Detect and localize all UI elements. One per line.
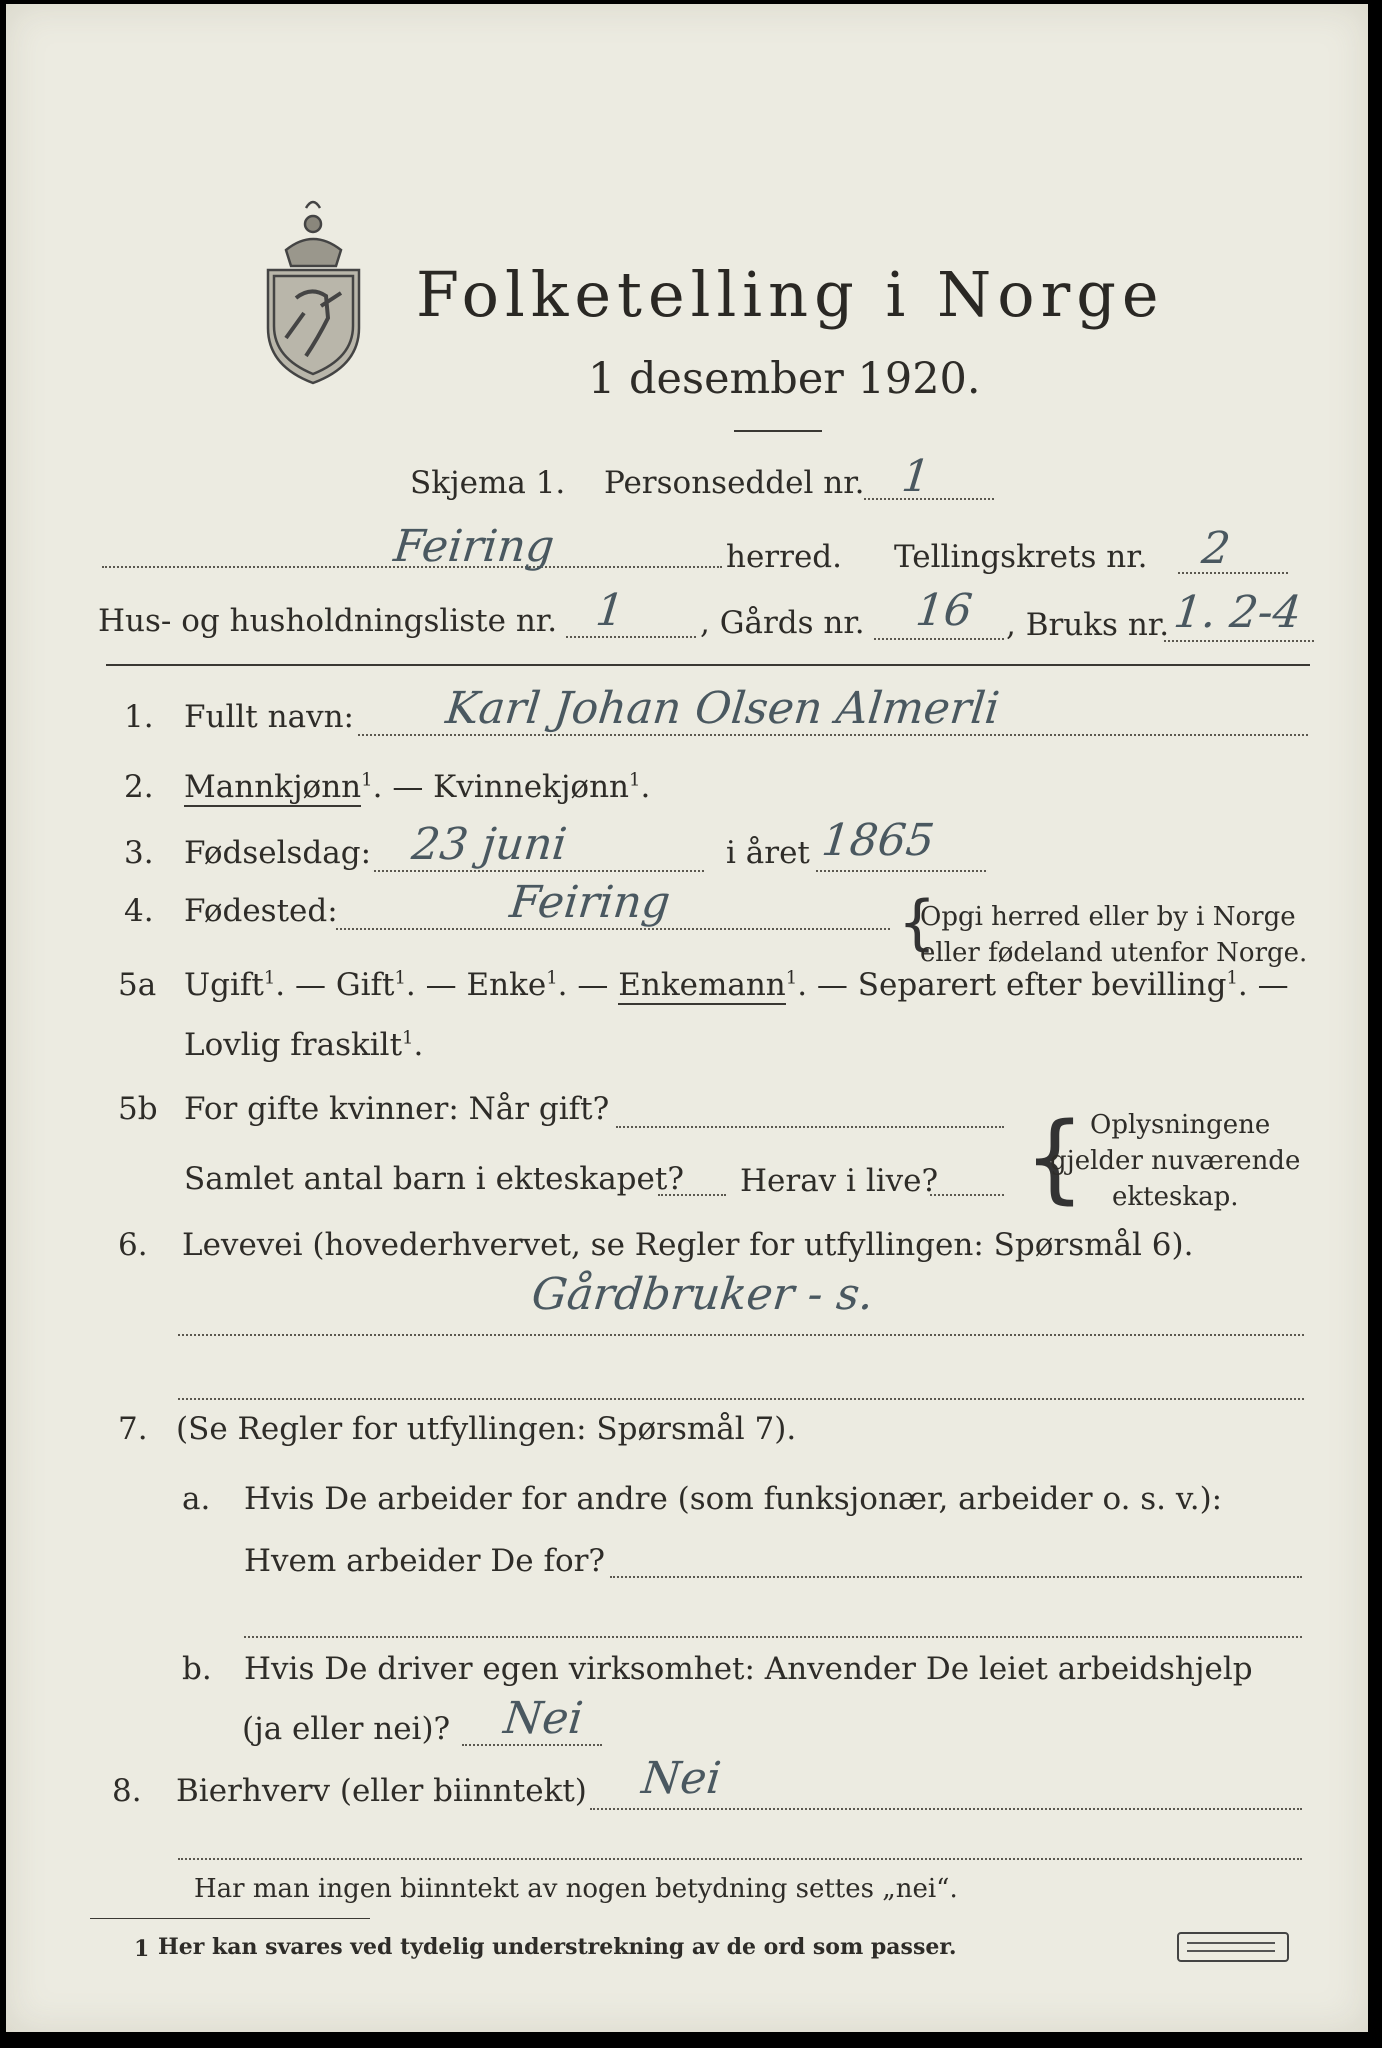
footer-divider (90, 1918, 370, 1919)
form-title: Folketelling i Norge (416, 258, 1165, 331)
q3-number: 3. (124, 835, 154, 871)
q5b-note-3: ekteskap. (1112, 1182, 1239, 1212)
q8-label: Bierhverv (eller biinntekt) (176, 1773, 587, 1809)
option-kvinnekjonn[interactable]: Kvinnekjønn (433, 769, 630, 805)
q5a-status-options (184, 966, 1289, 1004)
husliste-value[interactable]: 1 (593, 585, 627, 636)
gards-label: , Gårds nr. (700, 605, 865, 641)
footer-note: Har man ingen biinntekt av nogen betydning settes „nei“. (194, 1874, 958, 1904)
q1-number: 1. (124, 699, 154, 735)
q8-line-2 (178, 1858, 1302, 1860)
q4-number: 4. (124, 893, 154, 929)
norwegian-coat-of-arms-icon (256, 188, 371, 388)
q5b-label-2: Samlet antal barn i ekteskapet? (184, 1161, 684, 1197)
q5a-end: . (413, 1027, 424, 1063)
q3-value[interactable]: 23 juni (409, 819, 570, 870)
tellingskrets-value[interactable]: 2 (1199, 523, 1233, 574)
q7a-label: Hvis De arbeider for andre (som funksjonær, arbeider o. s. v.): (244, 1481, 1223, 1517)
q6-number: 6. (118, 1227, 148, 1263)
q6-value[interactable]: Gårdbruker - s. (529, 1269, 876, 1320)
q5b-number: 5b (118, 1091, 158, 1127)
q7b-value[interactable]: Nei (501, 1693, 586, 1744)
q2-separator: . — (372, 769, 434, 805)
q5b-label-3: Herav i live? (740, 1163, 939, 1199)
q7a-number: a. (182, 1481, 211, 1517)
q7b-label-2: (ja eller nei)? (242, 1711, 451, 1747)
q5a-status-options-2 (184, 1026, 423, 1064)
q5b-brace: { (1024, 1102, 1086, 1214)
footnote-ref: 1 (394, 967, 406, 989)
personseddel-value[interactable]: 1 (899, 451, 933, 502)
q4-label: Fødested: (184, 893, 338, 929)
footnote-mark: 1 (134, 1936, 150, 1962)
q7a-line-2 (244, 1636, 1302, 1638)
q4-brace: { (898, 888, 937, 958)
footnote-ref: 1 (546, 967, 558, 989)
schema-label: Skjema 1. (410, 465, 566, 501)
gards-line (874, 638, 1004, 640)
q2-sex-options (184, 768, 650, 806)
personseddel-label: Personseddel nr. (604, 465, 865, 501)
bruks-line (1164, 640, 1314, 642)
option-ugift[interactable]: Ugift (184, 967, 264, 1003)
census-form (6, 4, 1368, 2032)
option-separert[interactable]: . — Separert efter bevilling (797, 967, 1227, 1003)
header-divider (106, 664, 1310, 666)
tellingskrets-label: Tellingskrets nr. (894, 539, 1148, 575)
q2-end: . (640, 769, 651, 805)
bruks-value[interactable]: 1. 2-4 (1171, 587, 1304, 638)
q3-aaret-label: i året (726, 835, 810, 871)
q8-value[interactable]: Nei (639, 1753, 724, 1804)
q3-day-line (374, 870, 704, 872)
q5b-label-1: For gifte kvinner: Når gift? (184, 1091, 610, 1127)
q6-line-2 (178, 1398, 1304, 1400)
husliste-line (566, 636, 696, 638)
q8-number: 8. (112, 1773, 142, 1809)
q3-aaret-value[interactable]: 1865 (819, 815, 937, 866)
q5b-note-2: gjelder nuværende (1050, 1146, 1301, 1176)
footnote-ref: 1 (263, 967, 276, 989)
footnote-ref: 1 (785, 967, 798, 989)
herred-value[interactable]: Feiring (391, 521, 557, 572)
q5b-note-1: Oplysningene (1090, 1110, 1271, 1140)
q1-value[interactable]: Karl Johan Olsen Almerli (443, 683, 1002, 734)
q4-line (336, 928, 890, 930)
census-date: 1 desember 1920. (588, 354, 981, 404)
option-lovlig-fraskilt[interactable]: Lovlig fraskilt (184, 1027, 403, 1063)
q4-note-1: Opgi herred eller by i Norge (920, 902, 1296, 932)
q7-number: 7. (118, 1411, 148, 1447)
tellingskrets-line (1178, 572, 1288, 574)
q7b-line (462, 1744, 602, 1746)
printer-stamp (1177, 1932, 1289, 1962)
q1-line (358, 734, 1308, 736)
q7b-number: b. (182, 1651, 212, 1687)
option-gift[interactable]: . — Gift (275, 967, 395, 1003)
option-enkemann[interactable]: Enkemann (618, 967, 786, 1003)
title-divider (734, 430, 822, 432)
bruks-label: , Bruks nr. (1006, 607, 1170, 643)
q7a-label-2: Hvem arbeider De for? (244, 1543, 606, 1579)
footnote-ref: 1 (1226, 967, 1238, 989)
herred-label: herred. (726, 539, 842, 575)
gards-value[interactable]: 16 (913, 585, 975, 636)
q4-value[interactable]: Feiring (507, 877, 673, 928)
q3-year-line (816, 870, 986, 872)
q1-label: Fullt navn: (184, 699, 354, 735)
q5a-separator: . — (557, 967, 619, 1003)
q3-label: Fødselsdag: (184, 835, 372, 871)
q7a-line-1 (610, 1576, 1302, 1578)
q6-label: Levevei (hovederhvervet, se Regler for utfyllingen: Spørsmål 6). (182, 1227, 1194, 1263)
husliste-label: Hus- og husholdningsliste nr. (98, 603, 558, 639)
q5b-alive-line (930, 1194, 1004, 1196)
footnote-ref: 1 (361, 769, 373, 791)
q7b-label: Hvis De driver egen virksomhet: Anvender De leiet arbeidshjelp (244, 1651, 1253, 1687)
footnote-text: Her kan svares ved tydelig understrekning av de ord som passer. (158, 1934, 957, 1960)
personseddel-line (864, 498, 994, 500)
printer-stamp-inner (1187, 1942, 1275, 1952)
option-enke[interactable]: . — Enke (405, 967, 547, 1003)
q5b-children-line (658, 1194, 726, 1196)
q5a-number: 5a (118, 967, 157, 1003)
q8-line (590, 1808, 1302, 1810)
q5b-married-line (616, 1126, 1004, 1128)
q2-number: 2. (124, 769, 154, 805)
q4-note-2: eller fødeland utenfor Norge. (920, 938, 1308, 968)
q7-label: (Se Regler for utfyllingen: Spørsmål 7). (176, 1411, 797, 1447)
footnote-ref: 1 (402, 1027, 414, 1049)
option-mannkjonn[interactable]: Mannkjønn (184, 769, 362, 805)
q5a-dash: . — (1237, 967, 1289, 1003)
q6-line-1 (178, 1334, 1304, 1336)
footnote-ref: 1 (629, 769, 641, 791)
